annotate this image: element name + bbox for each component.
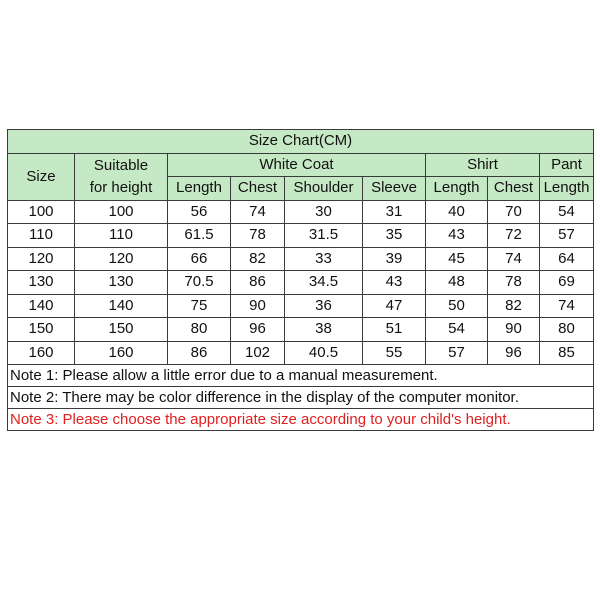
table-cell: 54: [426, 318, 488, 342]
table-row: [8, 247, 594, 271]
table-cell: 80: [168, 318, 231, 342]
table-row: [8, 224, 594, 248]
sub-header-coat-sleeve: Sleeve: [363, 177, 426, 201]
sub-header-coat-shoulder: Shoulder: [285, 177, 363, 201]
header-shirt: Shirt: [426, 153, 540, 177]
table-cell: 75: [168, 294, 231, 318]
table-cell: 51: [363, 318, 426, 342]
chart-title: Size Chart(CM): [8, 130, 594, 154]
table-cell: 35: [363, 224, 426, 248]
table-cell: 56: [168, 200, 231, 224]
group-header-row: [8, 153, 594, 177]
table-cell: 86: [168, 341, 231, 365]
note-2: Note 2: There may be color difference in the display of the computer monitor.: [8, 387, 594, 409]
table-cell: 130: [75, 271, 168, 295]
table-cell: 54: [540, 200, 594, 224]
table-cell: 78: [231, 224, 285, 248]
table-cell: 47: [363, 294, 426, 318]
note-row: [8, 365, 594, 387]
table-cell: 96: [231, 318, 285, 342]
header-suitable-height: [75, 153, 168, 200]
table-cell: 48: [426, 271, 488, 295]
table-cell: 74: [231, 200, 285, 224]
table-cell: 30: [285, 200, 363, 224]
table-cell: 61.5: [168, 224, 231, 248]
title-row: [8, 130, 594, 154]
table-cell: 82: [488, 294, 540, 318]
size-chart: [7, 129, 593, 431]
table-row: [8, 271, 594, 295]
table-cell: 43: [426, 224, 488, 248]
size-chart-table: [7, 129, 594, 431]
table-cell: 38: [285, 318, 363, 342]
table-cell: 120: [75, 247, 168, 271]
table-cell: 120: [8, 247, 75, 271]
table-row: [8, 200, 594, 224]
table-cell: 72: [488, 224, 540, 248]
table-cell: 102: [231, 341, 285, 365]
table-cell: 90: [488, 318, 540, 342]
table-cell: 110: [8, 224, 75, 248]
table-cell: 140: [8, 294, 75, 318]
table-cell: 64: [540, 247, 594, 271]
table-cell: 100: [8, 200, 75, 224]
header-pant: Pant: [540, 153, 594, 177]
table-cell: 57: [426, 341, 488, 365]
table-cell: 69: [540, 271, 594, 295]
table-cell: 39: [363, 247, 426, 271]
table-cell: 31: [363, 200, 426, 224]
table-cell: 150: [8, 318, 75, 342]
sub-header-pant-length: Length: [540, 177, 594, 201]
table-row: [8, 294, 594, 318]
table-cell: 160: [8, 341, 75, 365]
table-cell: 57: [540, 224, 594, 248]
table-cell: 66: [168, 247, 231, 271]
table-cell: 70: [488, 200, 540, 224]
sub-header-shirt-chest: Chest: [488, 177, 540, 201]
table-cell: 33: [285, 247, 363, 271]
table-cell: 74: [540, 294, 594, 318]
table-cell: 78: [488, 271, 540, 295]
table-cell: 82: [231, 247, 285, 271]
table-cell: 70.5: [168, 271, 231, 295]
header-suitable-line1: Suitable: [93, 156, 149, 174]
sub-header-coat-chest: Chest: [231, 177, 285, 201]
table-cell: 96: [488, 341, 540, 365]
table-cell: 31.5: [285, 224, 363, 248]
table-cell: 85: [540, 341, 594, 365]
header-suitable-line2: for height: [89, 178, 153, 196]
header-size: Size: [8, 153, 75, 200]
table-cell: 50: [426, 294, 488, 318]
table-cell: 36: [285, 294, 363, 318]
table-cell: 110: [75, 224, 168, 248]
note-1: Note 1: Please allow a little error due to a manual measurement.: [8, 365, 594, 387]
table-cell: 40: [426, 200, 488, 224]
header-white-coat: White Coat: [168, 153, 426, 177]
table-cell: 40.5: [285, 341, 363, 365]
table-cell: 43: [363, 271, 426, 295]
table-cell: 90: [231, 294, 285, 318]
table-cell: 150: [75, 318, 168, 342]
table-cell: 34.5: [285, 271, 363, 295]
table-row: [8, 341, 594, 365]
table-cell: 100: [75, 200, 168, 224]
note-3: Note 3: Please choose the appropriate size according to your child's height.: [8, 409, 594, 431]
table-cell: 55: [363, 341, 426, 365]
table-cell: 160: [75, 341, 168, 365]
note-row: [8, 409, 594, 431]
table-row: [8, 318, 594, 342]
table-cell: 80: [540, 318, 594, 342]
table-cell: 74: [488, 247, 540, 271]
note-row: [8, 387, 594, 409]
table-cell: 86: [231, 271, 285, 295]
sub-header-coat-length: Length: [168, 177, 231, 201]
table-cell: 45: [426, 247, 488, 271]
table-cell: 140: [75, 294, 168, 318]
table-cell: 130: [8, 271, 75, 295]
sub-header-shirt-length: Length: [426, 177, 488, 201]
